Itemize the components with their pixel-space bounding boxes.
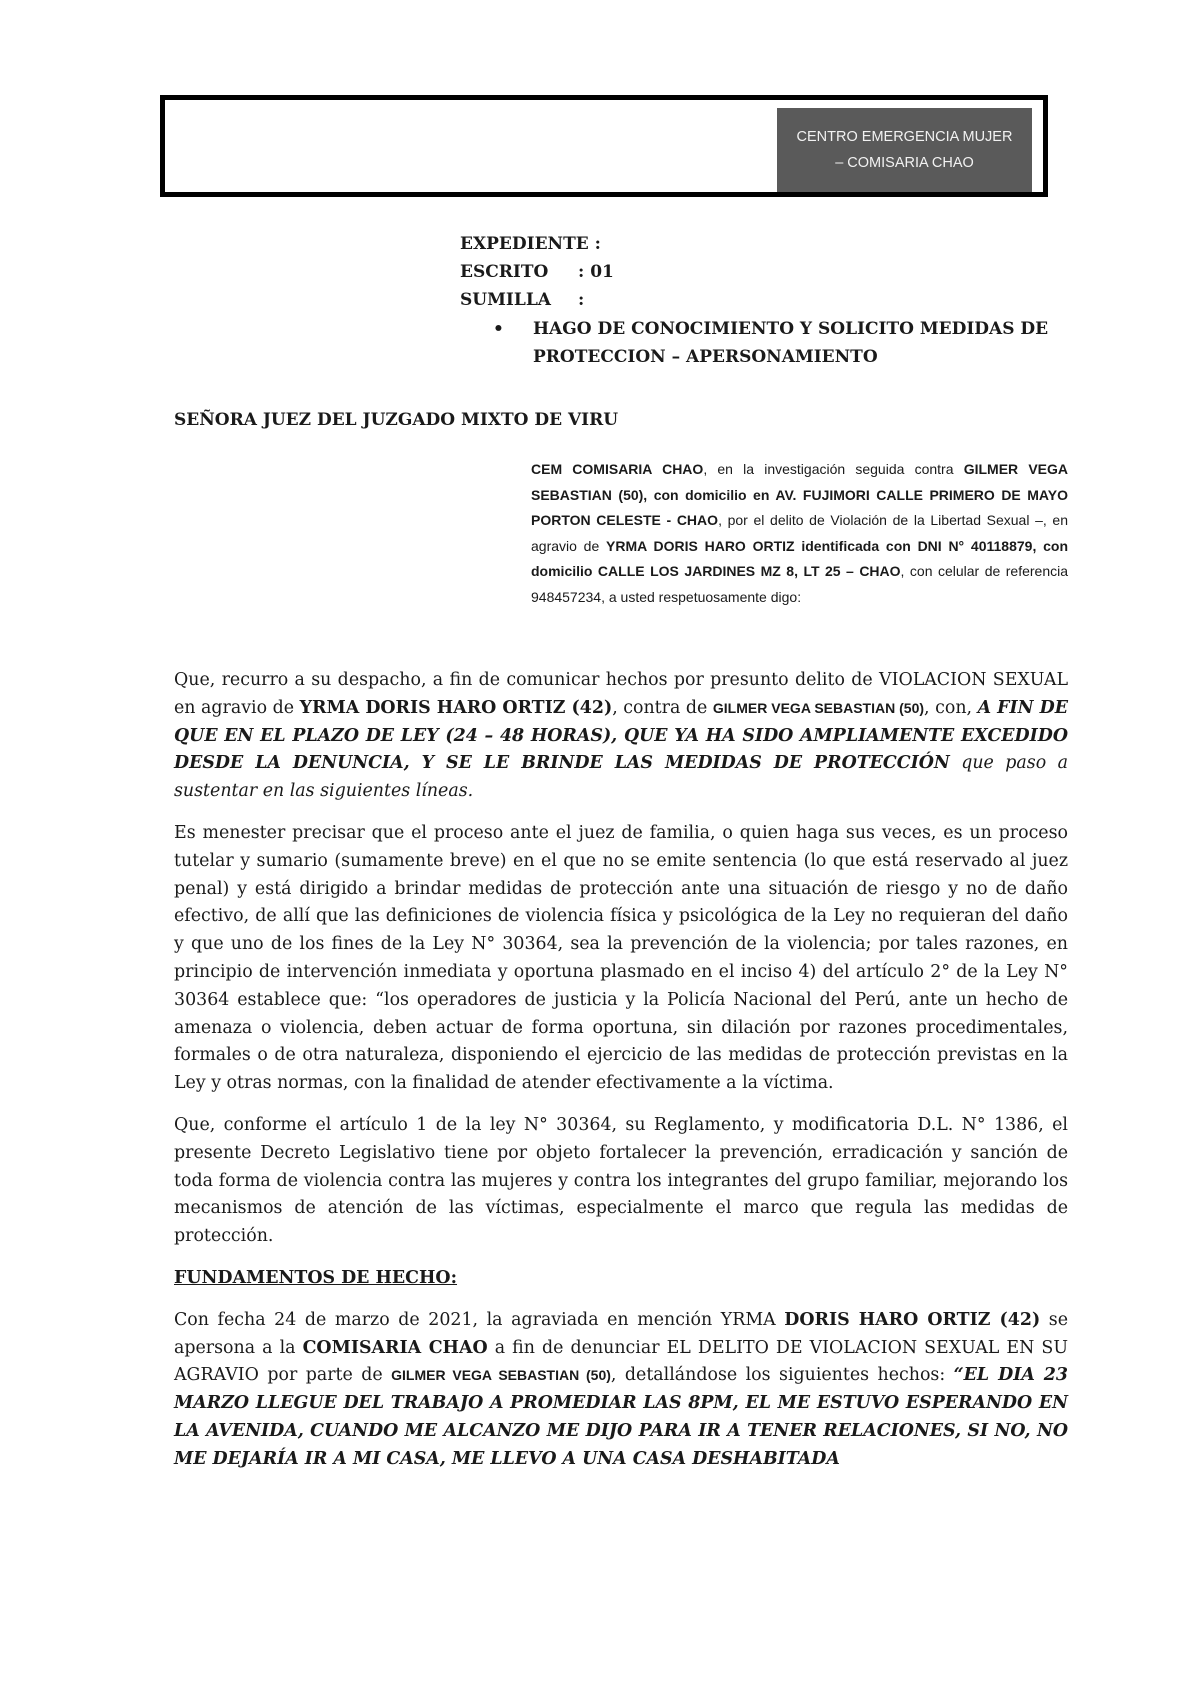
p1-text-d: que paso a sustentar en las siguientes líneas. — [174, 753, 1068, 802]
p4-text-c: a fin de denunciar EL DELITO DE VIOLACION SEXUAL EN SU AGRAVIO por parte de — [174, 1337, 1068, 1386]
intro-cem: CEM COMISARIA CHAO — [531, 461, 704, 477]
intro-paragraph — [531, 457, 1068, 610]
paragraph-1 — [174, 667, 1068, 806]
paragraph-4 — [174, 1307, 1068, 1474]
p4-place: COMISARIA CHAO — [302, 1337, 488, 1358]
p1-emphasis: A FIN DE QUE EN EL PLAZO DE LEY (24 – 48 HORAS), QUE YA HA SIDO AMPLIAMENTE EXCEDIDO DESDE LA DENUNCIA, Y SE LE BRINDE LAS MEDIDAS DE PROTECCIÓN — [174, 697, 1068, 774]
intro-text-1: , en la investigación seguida contra — [703, 461, 964, 477]
escrito-row — [460, 258, 614, 286]
expediente-row — [460, 230, 614, 258]
section-heading: FUNDAMENTOS DE HECHO: — [174, 1267, 458, 1288]
intro-text-3: , con celular de referencia 948457234, a usted respetuosamente digo: — [531, 563, 1068, 605]
p4-victim: DORIS HARO ORTIZ (42) — [784, 1309, 1041, 1330]
sumilla-value: : — [578, 290, 585, 310]
intro-victim: YRMA DORIS HARO ORTIZ identificada con DNI N° 40118879, con domicilio CALLE LOS JARDINES MZ 8, LT 25 – CHAO — [531, 537, 1068, 579]
expediente-label: EXPEDIENTE : — [460, 234, 601, 254]
institution-badge — [777, 108, 1032, 192]
sumilla-label: SUMILLA — [460, 290, 551, 310]
intro-accused: GILMER VEGA SEBASTIAN (50), con domicilio en AV. FUJIMORI CALLE PRIMERO DE MAYO PORTON CELESTE - CHAO — [531, 461, 1069, 528]
paragraph-3: Que, conforme el artículo 1 de la ley N° 30364, su Reglamento, y modificatoria D.L. N° 1386, el presente Decreto Legislativo tiene por objeto fortalecer la prevención, erradicación y sanción de toda forma de violencia contra las mujeres y contra los integrantes del grupo familiar, mejorando los mecanismos de atención de las víctimas, especialmente el marco que regula las medidas de protección. — [174, 1114, 1068, 1247]
paragraph-2: Es menester precisar que el proceso ante el juez de familia, o quien haga sus veces, es un proceso tutelar y sumario (sumamente breve) en el que no se emite sentencia (lo que está reservado al juez penal) y está dirigido a brindar medidas de protección ante una situación de riesgo y no de daño efectivo, de allí que las definiciones de violencia física y psicológica de la Ley no requieran del daño y que uno de los fines de la Ley N° 30364, sea la prevención de la violencia; por tales razones, en principio de intervención inmediata y oportuna plasmado en el inciso 4) del artículo 2° de la Ley N° 30364 establece que: “los operadores de justicia y la Policía Nacional del Perú, ante un hecho de amenaza o violencia, deben actuar de forma oportuna, sin dilación por razones procedimentales, formales o de otra naturaleza, disponiendo el ejercicio de las medidas de protección previstas en la Ley y otras normas, con la finalidad de atender efectivamente a la víctima. — [174, 822, 1068, 1094]
case-metadata — [460, 230, 614, 314]
bullet-icon: • — [493, 319, 504, 339]
p4-quote: “EL DIA 23 MARZO LLEGUE DEL TRABAJO A PROMEDIAR LAS 8PM, EL ME ESTUVO ESPERANDO EN LA AVENIDA, CUANDO ME ALCANZO ME DIJO PARA IR A TENER RELACIONES, SI NO, NO ME DEJARÍA IR A MI CASA, ME LLEVO A UNA CASA DESHABITADA — [174, 1365, 1068, 1469]
intro-text-2: , por el delito de Violación de la Libertad Sexual –, en agravio de — [531, 512, 1068, 554]
badge-line-2: – COMISARIA CHAO — [835, 155, 974, 171]
sumilla-text: HAGO DE CONOCIMIENTO Y SOLICITO MEDIDAS DE PROTECCION – APERSONAMIENTO — [533, 319, 1049, 367]
p1-text-b: , contra de — [612, 697, 713, 718]
escrito-label: ESCRITO — [460, 262, 549, 282]
p1-victim: YRMA DORIS HARO ORTIZ (42) — [299, 697, 613, 718]
document-body — [174, 667, 1068, 1488]
p4-accused: GILMER VEGA SEBASTIAN (50) — [391, 1367, 611, 1384]
p4-text-b: se apersona a la — [174, 1309, 1068, 1358]
p4-text-a: Con fecha 24 de marzo de 2021, la agraviada en mención YRMA — [174, 1309, 785, 1330]
p1-accused: GILMER VEGA SEBASTIAN (50) — [712, 699, 925, 716]
sumilla-bullet — [493, 315, 1073, 371]
sumilla-row — [460, 286, 614, 314]
badge-line-1: CENTRO EMERGENCIA MUJER — [796, 129, 1013, 145]
p1-text-a: Que, recurro a su despacho, a fin de comunicar hechos por presunto delito de VIOLACION SEXUAL en agravio de — [174, 670, 1068, 718]
addressee: SEÑORA JUEZ DEL JUZGADO MIXTO DE VIRU — [174, 410, 619, 430]
p1-text-c: , con, — [924, 697, 978, 718]
p4-text-d: , detallándose los siguientes hechos: — [610, 1365, 954, 1386]
escrito-value: : 01 — [578, 262, 614, 282]
